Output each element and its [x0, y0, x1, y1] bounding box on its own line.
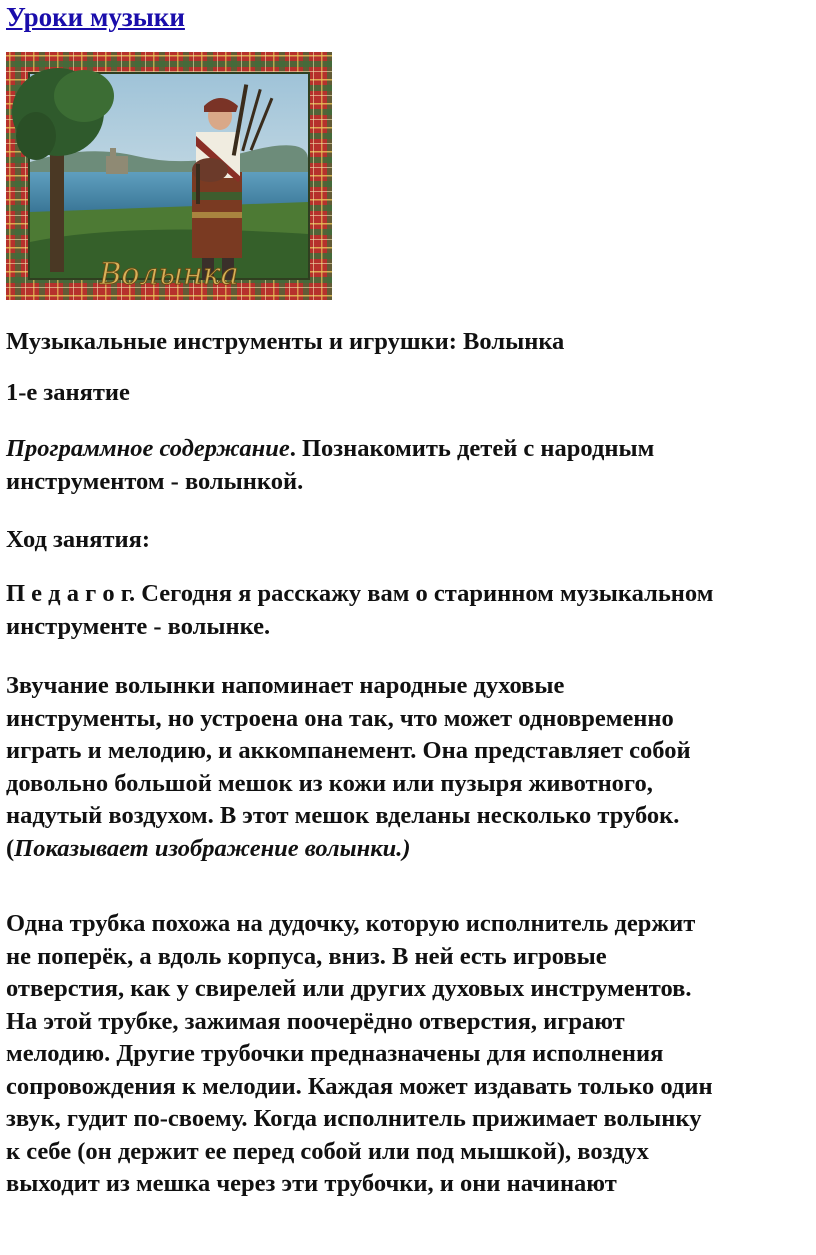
- paragraph-line: На этой трубке, зажимая поочерёдно отверстия, играют: [6, 1007, 625, 1035]
- paragraph-line: мелодию. Другие трубочки предназначены для исполнения: [6, 1040, 664, 1067]
- teacher-line: инструменте - волынке.: [6, 612, 271, 640]
- session-label: 1-е занятие: [6, 379, 130, 406]
- paragraph-line: звук, гудит по-своему. Когда исполнитель прижимает волынку: [6, 1105, 702, 1132]
- paragraph-line: выходит из мешка через эти трубочки, и они начинают: [6, 1170, 617, 1197]
- program-text: . Познакомить детей с народным: [289, 435, 655, 462]
- program-label: Программное содержание: [6, 435, 290, 462]
- stage-direction: Показывает изображение волынки.): [14, 834, 411, 862]
- program-paragraph: [6, 433, 814, 498]
- paragraph-line: сопровождения к мелодии. Каждая может издавать только один: [6, 1072, 713, 1100]
- program-line-1: [6, 433, 814, 466]
- paragraph-2: [6, 908, 814, 1201]
- program-line-2: инструментом - волынкой.: [6, 467, 304, 495]
- paragraph-line: отверстия, как у свирелей или других духовых инструментов.: [6, 975, 692, 1002]
- paragraph-line: не поперёк, а вдоль корпуса, вниз. В ней есть игровые: [6, 942, 607, 970]
- paragraph-line: надутый воздухом. В этот мешок вделаны несколько трубок.: [6, 802, 680, 829]
- teacher-line: П е д а г о г. Сегодня я расскажу вам о старинном музыкальном: [6, 580, 714, 607]
- paragraph-line: играть и мелодию, и аккомпанемент. Она представляет собой: [6, 737, 691, 764]
- bagpipe-postcard-image: [6, 52, 332, 300]
- paragraph-line: довольно большой мешок из кожи или пузыря животного,: [6, 769, 653, 797]
- paragraph-line: [6, 833, 814, 866]
- open-paren: (: [6, 834, 15, 862]
- lesson-heading: Музыкальные инструменты и игрушки: Волынка: [6, 328, 565, 355]
- paragraph-line: Одна трубка похожа на дудочку, которую исполнитель держит: [6, 910, 696, 937]
- teacher-paragraph: [6, 578, 814, 643]
- course-label: Ход занятия:: [6, 526, 151, 553]
- lessons-link[interactable]: Уроки музыки: [6, 2, 185, 32]
- paragraph-line: инструменты, но устроена она так, что может одновременно: [6, 704, 674, 732]
- paragraph-line: Звучание волынки напоминает народные духовые: [6, 672, 565, 699]
- image-caption-text: Волынка: [99, 257, 239, 292]
- paragraph-line: к себе (он держит ее перед собой или под мышкой), воздух: [6, 1137, 649, 1165]
- paragraph-1: [6, 670, 814, 865]
